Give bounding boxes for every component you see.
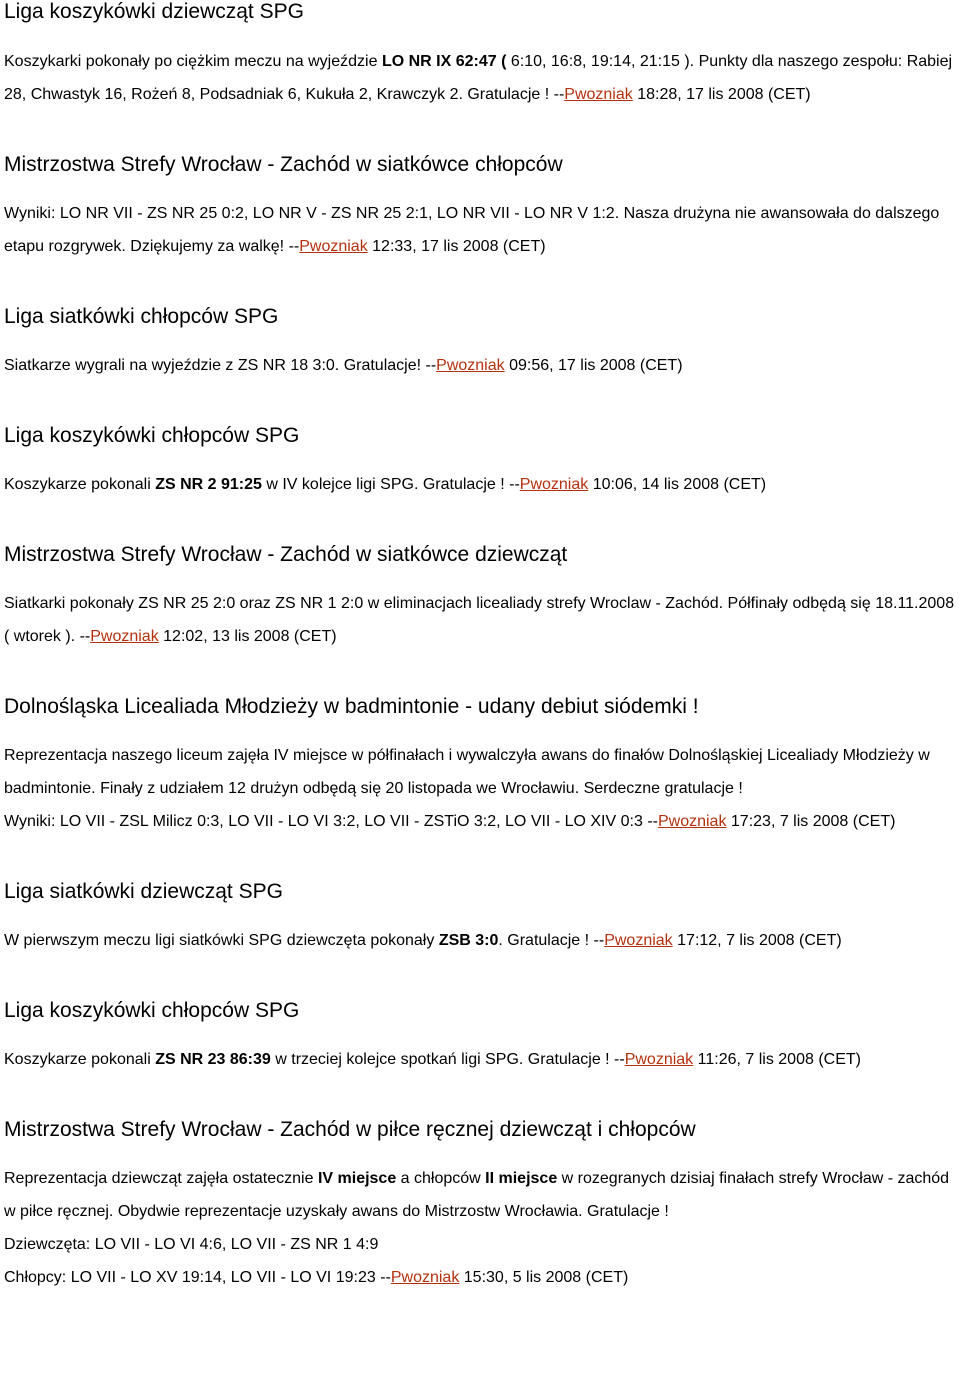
- article-body: Reprezentacja naszego liceum zajęła IV miejsce w półfinałach i wywalczyła awans do finałów Dolnośląskiej Licealiady Młodzieży w badmintonie. Finały z udziałem 12 drużyn odbędą się 20 listopada we Wrocławiu. Serdeczne gratulacje !: [4, 747, 930, 797]
- timestamp: 12:02, 13 lis 2008 (CET): [163, 628, 337, 645]
- author-link[interactable]: Pwozniak: [299, 238, 368, 255]
- timestamp: 17:12, 7 lis 2008 (CET): [677, 932, 842, 949]
- article-title: Mistrzostwa Strefy Wrocław - Zachód w siatkówce dziewcząt: [4, 543, 568, 566]
- timestamp: 18:28, 17 lis 2008 (CET): [637, 86, 811, 103]
- article-body: Reprezentacja dziewcząt zajęła ostatecznie IV miejsce a chłopców II miejsce w rozegranych dzisiaj finałach strefy Wrocław - zachód w piłce ręcznej. Obydwie reprezentacje uzyskały awans do Mistrzostw Wrocławia. Gratulacje !: [4, 1170, 950, 1220]
- timestamp: 09:56, 17 lis 2008 (CET): [509, 357, 683, 374]
- article-title: Liga koszykówki chłopców SPG: [4, 999, 300, 1022]
- article-title: Liga koszykówki chłopców SPG: [4, 424, 300, 447]
- article-body-girls-results: Dziewczęta: LO VII - LO VI 4:6, LO VII - ZS NR 1 4:9: [4, 1236, 379, 1253]
- article-body: Wyniki: LO NR VII - ZS NR 25 0:2, LO NR V - ZS NR 25 2:1, LO NR VII - LO NR V 1:2. Nasza drużyna nie awansowała do dalszego etapu rozgrywek. Dziękujemy za walkę! --Pwozniak 12:33, 17 lis 2008 (CET): [4, 205, 940, 255]
- article-body: Koszykarze pokonali ZS NR 2 91:25 w IV kolejce ligi SPG. Gratulacje ! --Pwozniak 10:06, 14 lis 2008 (CET): [4, 476, 767, 493]
- article-body-results: Wyniki: LO VII - ZSL Milicz 0:3, LO VII - LO VI 3:2, LO VII - ZSTiO 3:2, LO VII - LO XIV 0:3 --Pwozniak 17:23, 7 lis 2008 (CET): [4, 813, 896, 830]
- author-link[interactable]: Pwozniak: [519, 476, 589, 493]
- timestamp: 15:30, 5 lis 2008 (CET): [463, 1269, 629, 1286]
- timestamp: 11:26, 7 lis 2008 (CET): [697, 1051, 861, 1068]
- article-body: W pierwszym meczu ligi siatkówki SPG dziewczęta pokonały ZSB 3:0. Gratulacje ! --Pwozniak 17:12, 7 lis 2008 (CET): [4, 932, 842, 949]
- article-title: Liga siatkówki chłopców SPG: [4, 305, 279, 328]
- author-link[interactable]: Pwozniak: [436, 357, 505, 374]
- article-body: Siatkarki pokonały ZS NR 25 2:0 oraz ZS NR 1 2:0 w eliminacjach licealiady strefy Wroclaw - Zachód. Półfinały odbędą się 18.11.2008 ( wtorek ). --Pwozniak 12:02, 13 lis 2008 (CET): [4, 595, 955, 645]
- timestamp: 17:23, 7 lis 2008 (CET): [730, 813, 896, 830]
- article-body: Koszykarki pokonały po ciężkim meczu na wyjeździe LO NR IX 62:47 ( 6:10, 16:8, 19:14, 21:15 ). Punkty dla naszego zespołu: Rabiej 28, Chwastyk 16, Rożeń 8, Podsadniak 6, Kukuła 2, Krawczyk 2. Gratulacje ! --Pwozniak 18:28, 17 lis 2008 (CET): [4, 53, 953, 103]
- author-link[interactable]: Pwozniak: [90, 628, 159, 645]
- author-link[interactable]: Pwozniak: [564, 86, 633, 103]
- article-title: Mistrzostwa Strefy Wrocław - Zachód w piłce ręcznej dziewcząt i chłopców: [4, 1118, 696, 1141]
- article-title: Liga siatkówki dziewcząt SPG: [4, 880, 283, 903]
- author-link[interactable]: Pwozniak: [390, 1269, 460, 1286]
- article-title: Dolnośląska Licealiada Młodzieży w badmintonie - udany debiut siódemki !: [4, 695, 699, 718]
- author-link[interactable]: Pwozniak: [604, 932, 673, 949]
- article-body-boys-results: Chłopcy: LO VII - LO XV 19:14, LO VII - LO VI 19:23 --Pwozniak 15:30, 5 lis 2008 (CET): [4, 1269, 629, 1286]
- timestamp: 12:33, 17 lis 2008 (CET): [372, 238, 546, 255]
- article-body: Siatkarze wygrali na wyjeździe z ZS NR 18 3:0. Gratulacje! --Pwozniak 09:56, 17 lis 2008 (CET): [4, 357, 683, 374]
- timestamp: 10:06, 14 lis 2008 (CET): [592, 476, 767, 493]
- author-link[interactable]: Pwozniak: [657, 813, 727, 830]
- author-link[interactable]: Pwozniak: [624, 1051, 694, 1068]
- article-title: Mistrzostwa Strefy Wrocław - Zachód w siatkówce chłopców: [4, 153, 563, 176]
- article-title: Liga koszykówki dziewcząt SPG: [4, 0, 304, 23]
- article-body: Koszykarze pokonali ZS NR 23 86:39 w trzeciej kolejce spotkań ligi SPG. Gratulacje ! --Pwozniak 11:26, 7 lis 2008 (CET): [4, 1051, 861, 1068]
